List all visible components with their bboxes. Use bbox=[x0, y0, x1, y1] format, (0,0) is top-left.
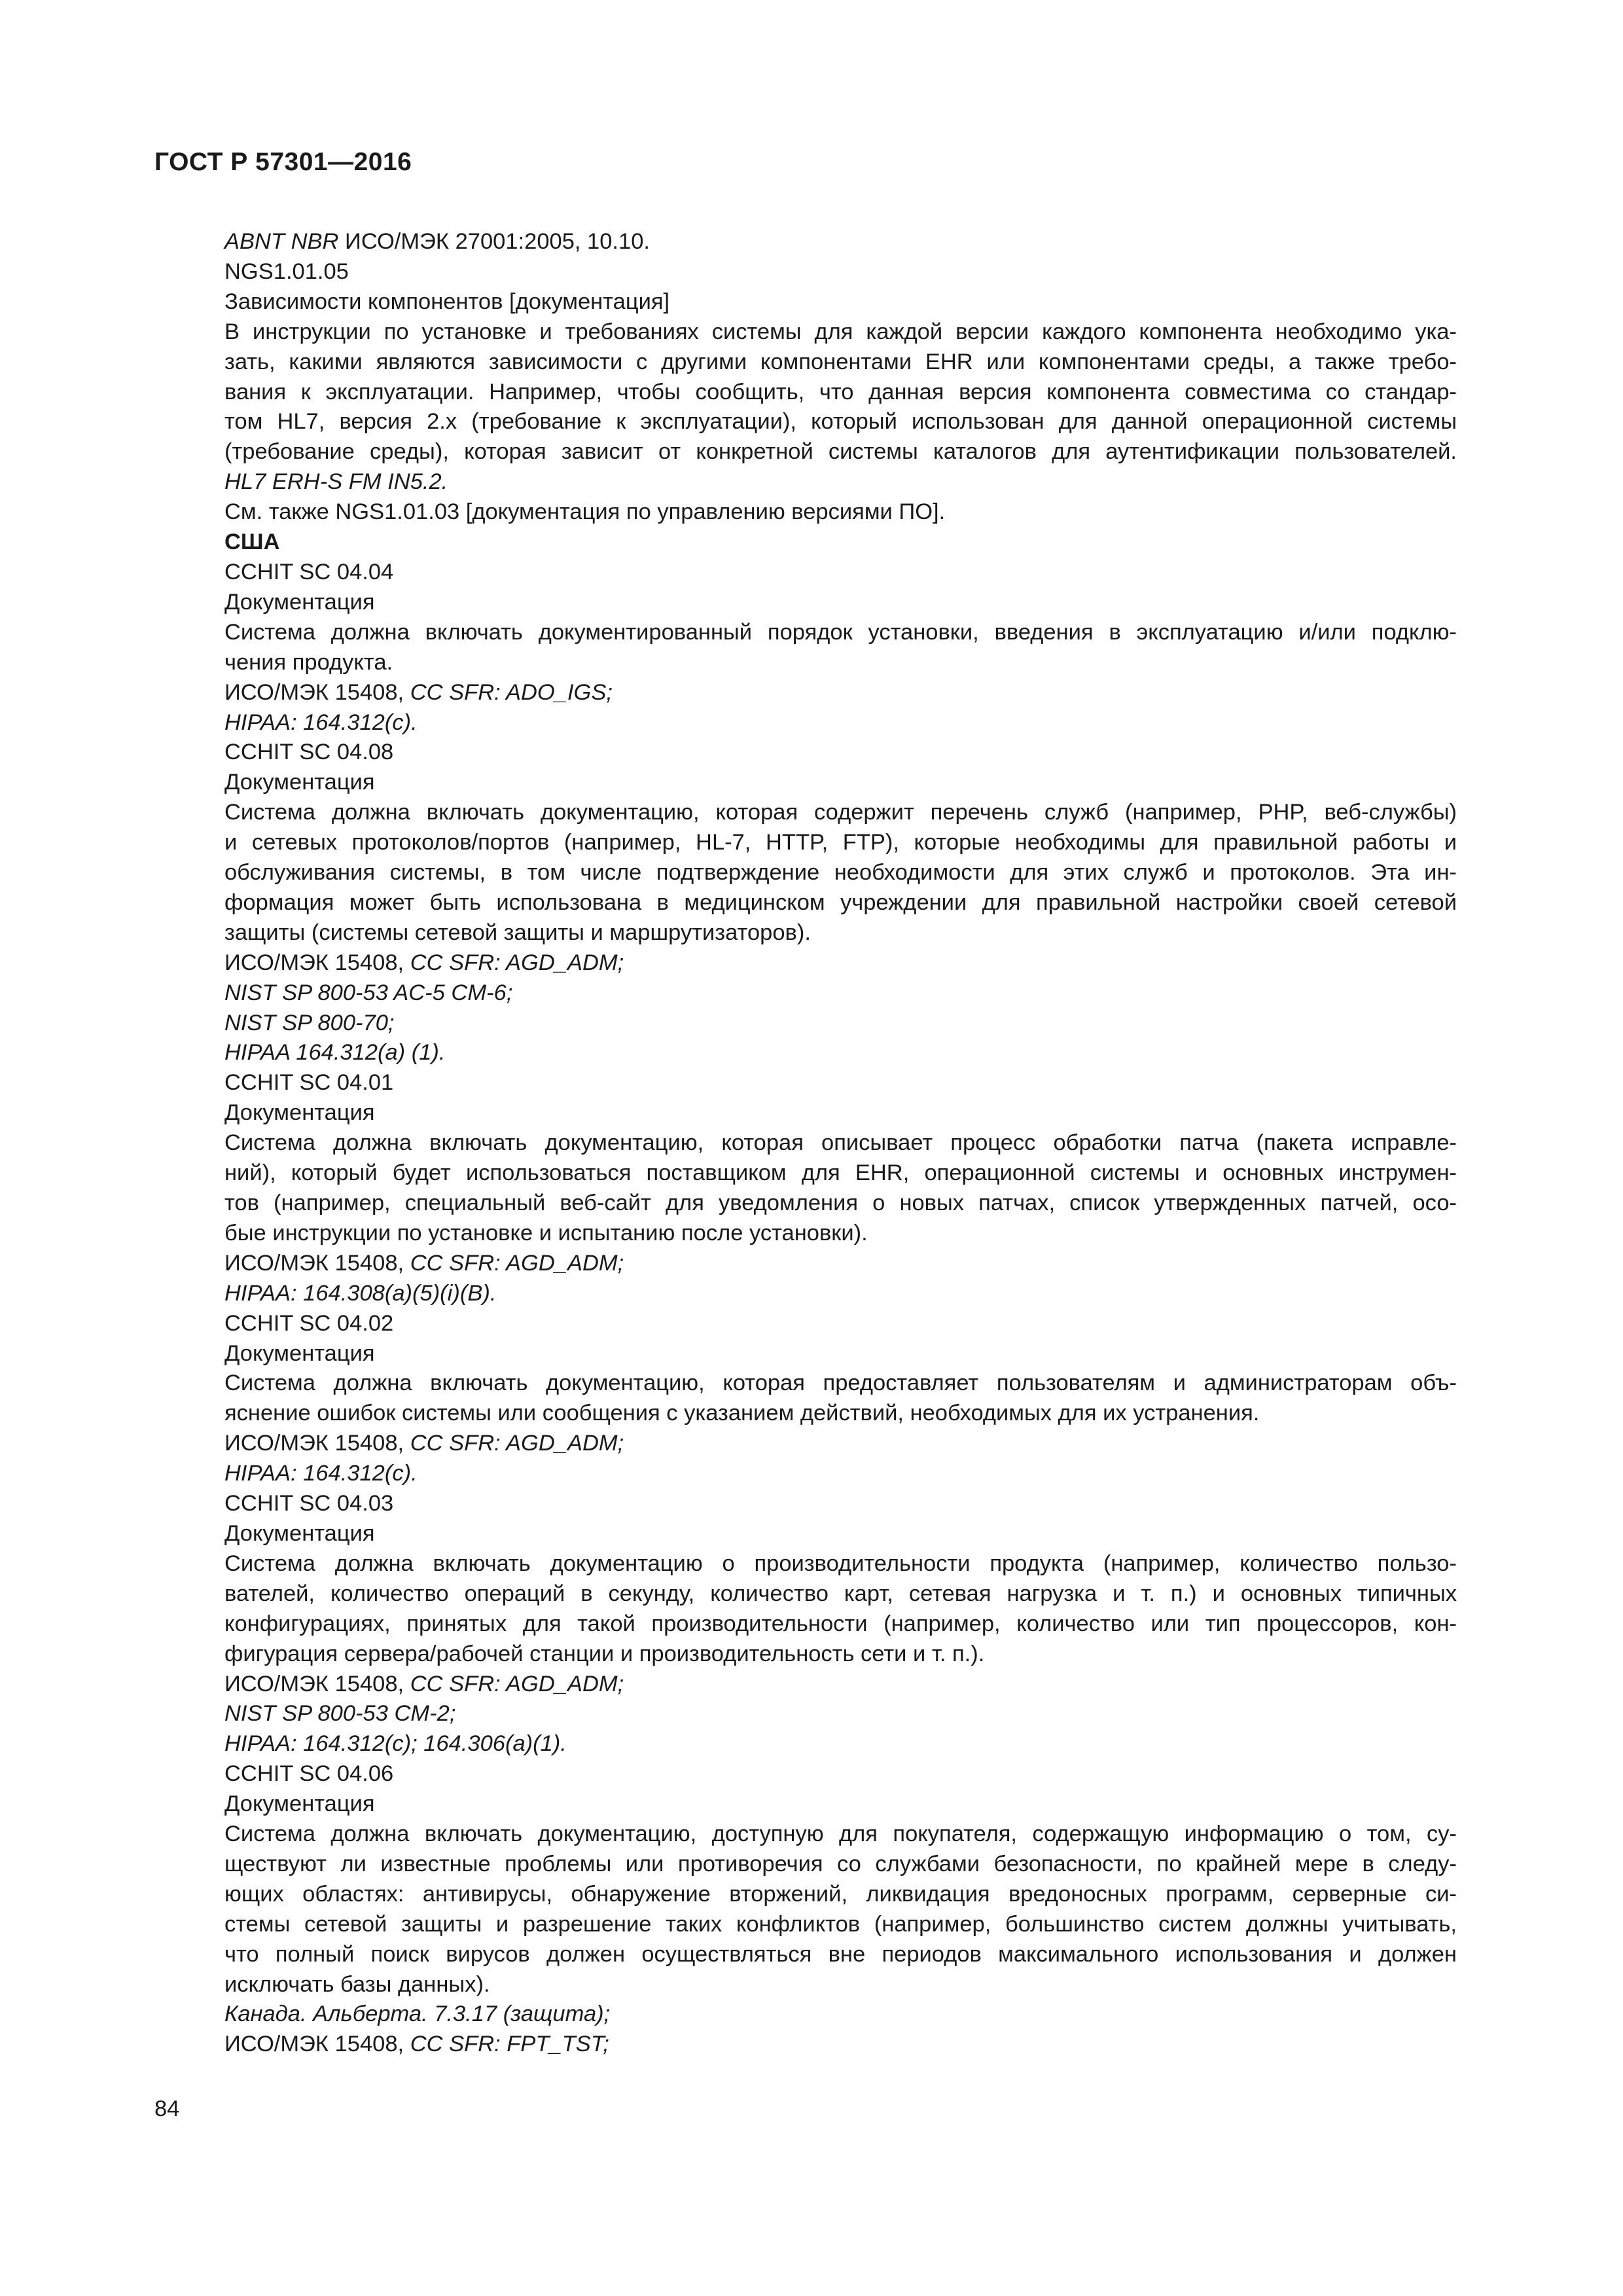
text-line bbox=[224, 648, 1457, 678]
text-line bbox=[224, 497, 1457, 528]
text-line bbox=[224, 1369, 1457, 1399]
text-line bbox=[224, 1009, 1457, 1039]
text-segment: Система должна включать документацию, которая предоставляет пользователям и администраторам объ- bbox=[224, 1371, 1457, 1396]
text-segment: США bbox=[224, 529, 280, 555]
text-segment: CC SFR: ADO_IGS; bbox=[410, 679, 613, 705]
text-segment: что полный поиск вирусов должен осуществляться вне периодов максимального использования и должен bbox=[224, 1941, 1457, 1967]
text-line bbox=[224, 1219, 1457, 1249]
text-line bbox=[224, 978, 1457, 1009]
text-segment: HL7 ERH-S FM IN5.2. bbox=[224, 469, 448, 495]
text-segment: (требование среды), которая зависит от конкретной системы каталогов для аутентификации пользователей. bbox=[224, 439, 1457, 465]
text-segment: CCHIT SC 04.08 bbox=[224, 740, 394, 765]
text-segment: NGS1.01.05 bbox=[224, 259, 349, 284]
text-segment: См. также NGS1.01.03 [документация по управлению версиями ПО]. bbox=[224, 499, 946, 525]
text-segment: ИСО/МЭК 15408, bbox=[224, 1250, 410, 1276]
text-line bbox=[224, 1158, 1457, 1189]
text-segment: HIPAA: 164.312(c). bbox=[224, 1461, 418, 1486]
text-line bbox=[224, 287, 1457, 317]
text-line bbox=[224, 1339, 1457, 1369]
text-line bbox=[224, 828, 1457, 858]
text-line bbox=[224, 1970, 1457, 2000]
text-segment: ющих областях: антивирусы, обнаружение вторжений, ликвидация вредоносных программ, серверные си- bbox=[224, 1881, 1457, 1907]
text-line bbox=[224, 798, 1457, 828]
text-segment: ИСО/МЭК 15408, bbox=[224, 950, 410, 975]
text-segment: и сетевых протоколов/портов (например, HL-7, HTTP, FTP), которые необходимы для правильной работы и bbox=[224, 830, 1457, 855]
text-line bbox=[224, 768, 1457, 798]
text-segment: формация может быть использована в медицинском учреждении для правильной настройки своей сетевой bbox=[224, 889, 1457, 915]
text-line bbox=[224, 1940, 1457, 1970]
text-line bbox=[224, 618, 1457, 648]
text-segment: конфигурациях, принятых для такой производительности (например, количество или тип процессоров, кон- bbox=[224, 1611, 1457, 1636]
text-segment: HIPAA 164.312(a) (1). bbox=[224, 1040, 446, 1066]
text-line bbox=[224, 227, 1457, 257]
text-segment: CC SFR: FPT_TST; bbox=[410, 2032, 609, 2057]
text-segment: Зависимости компонентов [документация] bbox=[224, 289, 670, 314]
text-line bbox=[224, 588, 1457, 618]
text-segment: тов (например, специальный веб-сайт для уведомления о новых патчах, список утвержденных патчей, осо- bbox=[224, 1191, 1457, 1215]
text-segment: обслуживания системы, в том числе подтверждение необходимости для этих служб и протоколов. Эта ин- bbox=[224, 860, 1457, 886]
text-line bbox=[224, 348, 1457, 378]
text-line bbox=[224, 1670, 1457, 1700]
text-line bbox=[224, 437, 1457, 467]
text-line bbox=[224, 558, 1457, 588]
text-line bbox=[224, 1038, 1457, 1068]
text-line bbox=[224, 378, 1457, 408]
text-line bbox=[224, 1820, 1457, 1850]
text-segment: ИСО/МЭК 15408, bbox=[224, 679, 410, 705]
text-line bbox=[224, 948, 1457, 978]
text-segment: CCHIT SC 04.03 bbox=[224, 1491, 394, 1516]
text-segment: том HL7, версия 2.х (требование к эксплуатации), который использован для данной операционной системы bbox=[224, 409, 1457, 435]
text-segment: вания к эксплуатации. Например, чтобы сообщить, что данная версия компонента совместима со стандар- bbox=[224, 379, 1457, 404]
text-line bbox=[224, 1640, 1457, 1670]
text-line bbox=[224, 708, 1457, 738]
text-line bbox=[224, 1128, 1457, 1158]
text-segment: Система должна включать документацию, доступную для покупателя, содержащую информацию о том, су- bbox=[224, 1821, 1457, 1847]
text-segment: вателей, количество операций в секунду, количество карт, сетевая нагрузка и т. п.) и основных типичных bbox=[224, 1581, 1457, 1606]
text-line bbox=[224, 407, 1457, 437]
text-line bbox=[224, 678, 1457, 708]
text-segment: яснение ошибок системы или сообщения с указанием действий, необходимых для их устранения. bbox=[224, 1401, 1260, 1426]
text-line bbox=[224, 918, 1457, 948]
text-line bbox=[224, 467, 1457, 497]
text-line bbox=[224, 1880, 1457, 1910]
text-line bbox=[224, 1789, 1457, 1820]
text-segment: ABNT NBR bbox=[224, 229, 339, 254]
text-segment: Система должна включать документацию о производительности продукта (например, количество пользо- bbox=[224, 1551, 1457, 1576]
text-segment: ИСО/МЭК 27001:2005, 10.10. bbox=[338, 229, 650, 254]
text-segment: исключать базы данных). bbox=[224, 1971, 490, 1997]
text-line bbox=[224, 1759, 1457, 1789]
document-body bbox=[224, 227, 1457, 2060]
text-segment: CCHIT SC 04.06 bbox=[224, 1761, 394, 1787]
text-segment: защиты (системы сетевой защиты и маршрутизаторов). bbox=[224, 920, 811, 945]
text-segment: CC SFR: AGD_ADM; bbox=[410, 950, 624, 975]
text-segment: CCHIT SC 04.01 bbox=[224, 1070, 394, 1096]
text-line bbox=[224, 1850, 1457, 1880]
text-segment: CCHIT SC 04.02 bbox=[224, 1310, 394, 1336]
text-segment: NIST SP 800-70; bbox=[224, 1010, 395, 1035]
text-segment: ИСО/МЭК 15408, bbox=[224, 1671, 410, 1696]
text-line bbox=[224, 858, 1457, 888]
text-line bbox=[224, 1579, 1457, 1609]
text-line bbox=[224, 1489, 1457, 1519]
text-line bbox=[224, 1309, 1457, 1339]
text-line bbox=[224, 1189, 1457, 1219]
text-line bbox=[224, 528, 1457, 558]
text-segment: NIST SP 800-53 AC-5 CM-6; bbox=[224, 980, 513, 1005]
text-segment: Документация bbox=[224, 770, 375, 795]
text-line bbox=[224, 738, 1457, 768]
page-number: 84 bbox=[154, 2096, 180, 2121]
text-line bbox=[224, 1279, 1457, 1309]
text-line bbox=[224, 1609, 1457, 1640]
text-segment: HIPAA: 164.312(c); 164.306(a)(1). bbox=[224, 1731, 567, 1757]
text-segment: NIST SP 800-53 CM-2; bbox=[224, 1701, 456, 1727]
text-segment: бые инструкции по установке и испытанию после установки). bbox=[224, 1220, 868, 1246]
text-segment: ИСО/МЭК 15408, bbox=[224, 1431, 410, 1456]
text-segment: HIPAA: 164.312(c). bbox=[224, 709, 418, 735]
text-line bbox=[224, 2030, 1457, 2060]
text-line bbox=[224, 1910, 1457, 1940]
text-line bbox=[224, 1098, 1457, 1128]
text-line bbox=[224, 1249, 1457, 1279]
text-segment: ществуют ли известные проблемы или противоречия со службами безопасности, по крайней мере в следу- bbox=[224, 1851, 1457, 1876]
text-segment: Документация bbox=[224, 1100, 375, 1126]
text-line bbox=[224, 1429, 1457, 1459]
text-line bbox=[224, 1068, 1457, 1098]
text-segment: Документация bbox=[224, 589, 375, 615]
text-line bbox=[224, 1729, 1457, 1759]
text-segment: стемы сетевой защиты и разрешение таких конфликтов (например, большинство систем должны учитывать, bbox=[224, 1911, 1457, 1937]
text-segment: Система должна включать документированный порядок установки, введения в эксплуатацию и/или подклю- bbox=[224, 619, 1457, 645]
text-segment: Документация bbox=[224, 1791, 375, 1817]
text-segment: Документация bbox=[224, 1520, 375, 1546]
text-line bbox=[224, 1399, 1457, 1429]
text-line bbox=[224, 257, 1457, 287]
text-segment: CC SFR: AGD_ADM; bbox=[410, 1431, 624, 1456]
text-segment: CC SFR: AGD_ADM; bbox=[410, 1671, 624, 1696]
text-segment: фигурация сервера/рабочей станции и производительность сети и т. п.). bbox=[224, 1641, 985, 1666]
text-line bbox=[224, 1459, 1457, 1489]
text-segment: HIPAA: 164.308(a)(5)(i)(B). bbox=[224, 1280, 497, 1306]
text-line bbox=[224, 317, 1457, 348]
text-segment: Система должна включать документацию, которая содержит перечень служб (например, PHP, веб-службы) bbox=[224, 800, 1457, 825]
document-header: ГОСТ Р 57301—2016 bbox=[154, 148, 412, 176]
text-segment: Документация bbox=[224, 1340, 375, 1366]
text-line bbox=[224, 1549, 1457, 1579]
text-line bbox=[224, 1699, 1457, 1729]
text-line bbox=[224, 888, 1457, 918]
text-segment: чения продукта. bbox=[224, 649, 393, 675]
text-segment: CCHIT SC 04.04 bbox=[224, 559, 394, 584]
text-segment: ний), который будет использоваться поставщиком для EHR, операционной системы и основных инструмен- bbox=[224, 1160, 1457, 1186]
text-segment: зать, какими являются зависимости с другими компонентами EHR или компонентами среды, а также требо- bbox=[224, 349, 1457, 374]
text-segment: ИСО/МЭК 15408, bbox=[224, 2032, 410, 2057]
text-segment: Система должна включать документацию, которая описывает процесс обработки патча (пакета исправле- bbox=[224, 1130, 1457, 1156]
text-segment: В инструкции по установке и требованиях системы для каждой версии каждого компонента необходимо ука- bbox=[224, 319, 1457, 344]
text-line bbox=[224, 1519, 1457, 1549]
text-segment: CC SFR: AGD_ADM; bbox=[410, 1250, 624, 1276]
text-line bbox=[224, 2000, 1457, 2030]
text-segment: Канада. Альберта. 7.3.17 (защита); bbox=[224, 2001, 611, 2027]
